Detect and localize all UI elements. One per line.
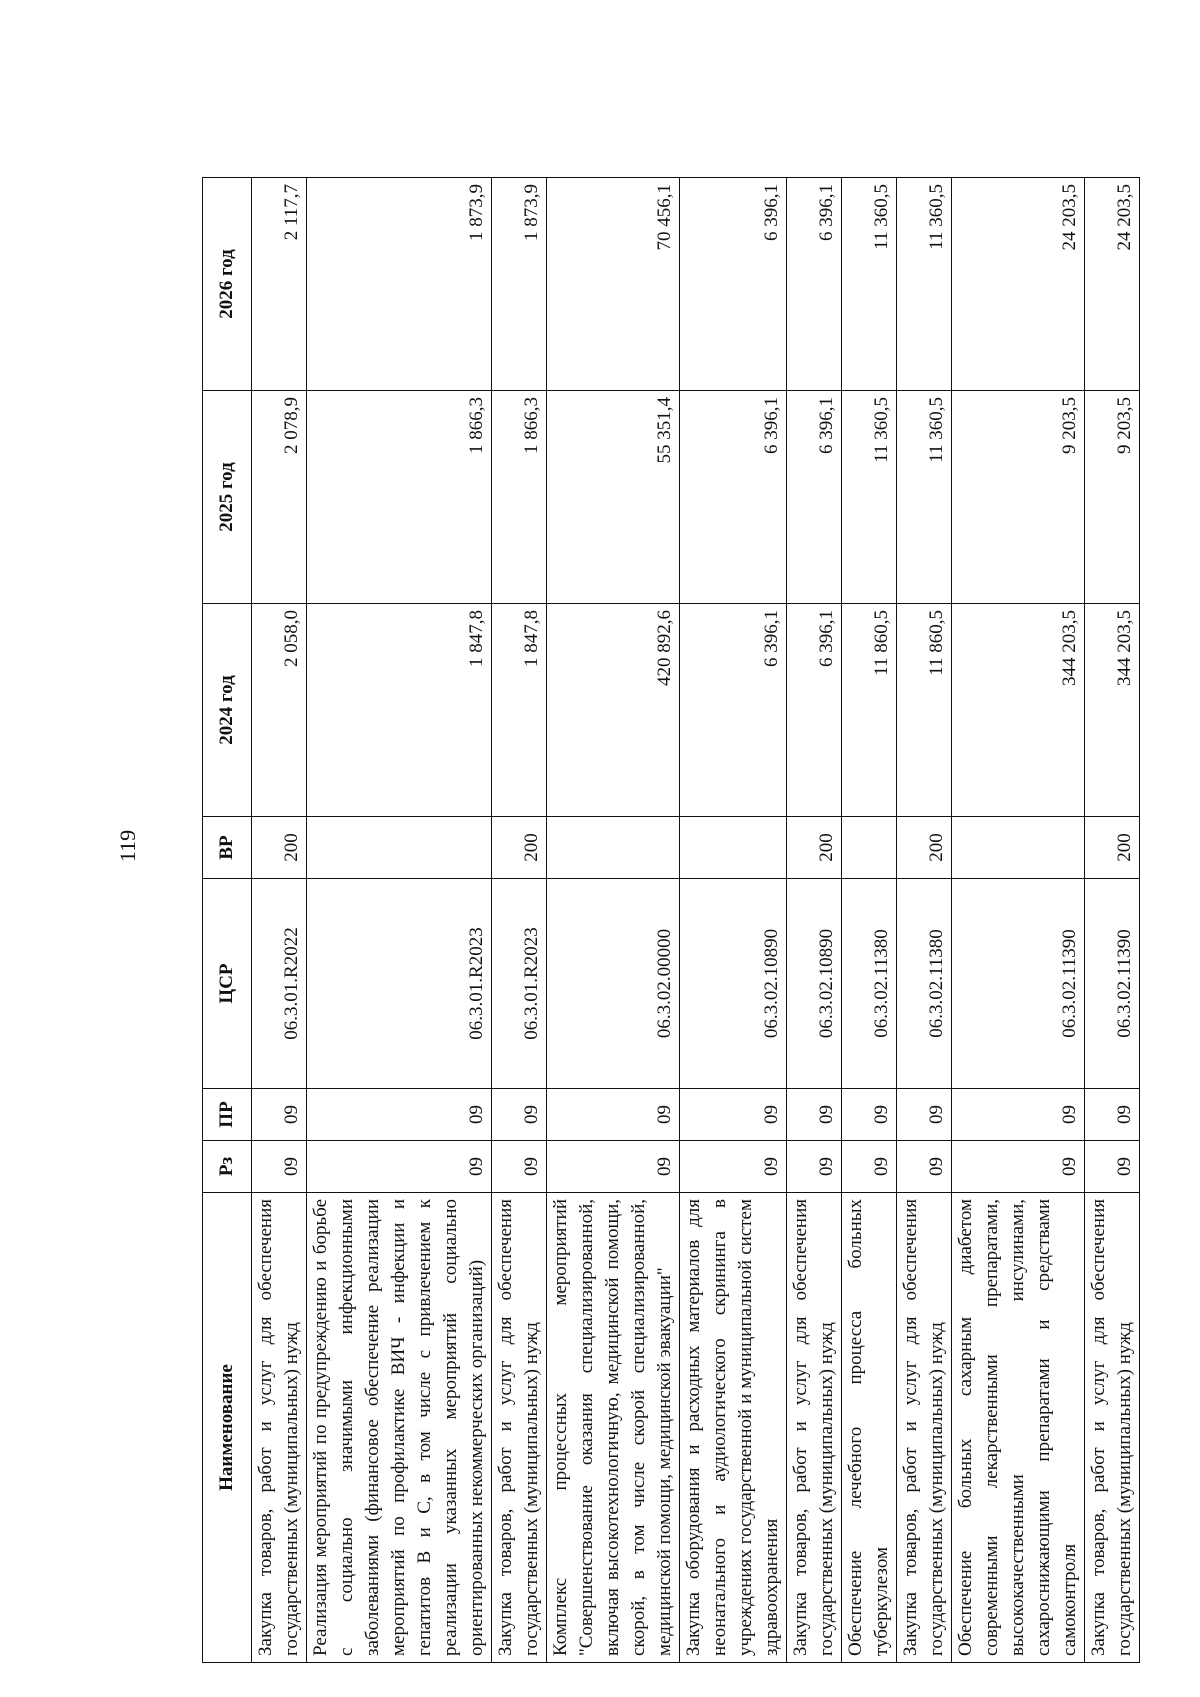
row-vr [952, 817, 1085, 879]
row-csr: 06.3.01.R2023 [492, 879, 547, 1089]
header-rz: Рз [203, 1141, 252, 1193]
row-rz: 09 [547, 1141, 680, 1193]
row-2025: 11 360,5 [842, 391, 897, 604]
row-pr: 09 [787, 1089, 842, 1141]
row-name: Закупка товаров, работ и услуг для обеспечения государственных (муниципальных) нужд [787, 1193, 842, 1663]
header-vr: ВР [203, 817, 252, 879]
row-vr [842, 817, 897, 879]
row-vr: 200 [252, 817, 307, 879]
row-2026: 1 873,9 [492, 178, 547, 391]
row-2025: 55 351,4 [547, 391, 680, 604]
row-rz: 09 [252, 1141, 307, 1193]
row-2024: 11 860,5 [842, 604, 897, 817]
row-2024: 344 203,5 [952, 604, 1085, 817]
row-2026: 11 360,5 [842, 178, 897, 391]
row-2024: 344 203,5 [1085, 604, 1140, 817]
row-pr: 09 [307, 1089, 492, 1141]
table-row [680, 178, 787, 1663]
row-2024: 1 847,8 [492, 604, 547, 817]
table-row [252, 178, 307, 1663]
row-csr: 06.3.02.10890 [787, 879, 842, 1089]
row-pr: 09 [842, 1089, 897, 1141]
row-2026: 1 873,9 [307, 178, 492, 391]
row-csr: 06.3.02.11390 [952, 879, 1085, 1089]
row-vr [680, 817, 787, 879]
row-rz: 09 [1085, 1141, 1140, 1193]
row-2024: 6 396,1 [787, 604, 842, 817]
budget-table [202, 177, 1140, 1663]
row-name: Обеспечение лечебного процесса больных туберкулезом [842, 1193, 897, 1663]
row-rz: 09 [787, 1141, 842, 1193]
row-csr: 06.3.01.R2022 [252, 879, 307, 1089]
row-2025: 6 396,1 [680, 391, 787, 604]
header-2026: 2026 год [203, 178, 252, 391]
row-pr: 09 [897, 1089, 952, 1141]
table-row [307, 178, 492, 1663]
row-vr: 200 [897, 817, 952, 879]
row-csr: 06.3.02.11380 [897, 879, 952, 1089]
budget-table-container [202, 178, 1135, 1663]
row-csr: 06.3.02.00000 [547, 879, 680, 1089]
row-csr: 06.3.02.11380 [842, 879, 897, 1089]
row-2025: 6 396,1 [787, 391, 842, 604]
row-2024: 2 058,0 [252, 604, 307, 817]
header-csr: ЦСР [203, 879, 252, 1089]
row-2024: 1 847,8 [307, 604, 492, 817]
page-number: 119 [115, 829, 140, 863]
row-vr: 200 [1085, 817, 1140, 879]
table-row [787, 178, 842, 1663]
row-2024: 420 892,6 [547, 604, 680, 817]
row-name: Обеспечение больных сахарным диабетом современными лекарственными препаратами, высококачественными инсулинами, сахароснижающими препаратами и средствами самоконтроля [952, 1193, 1085, 1663]
row-csr: 06.3.02.11390 [1085, 879, 1140, 1089]
header-pr: ПР [203, 1089, 252, 1141]
row-2025: 1 866,3 [307, 391, 492, 604]
row-2024: 11 860,5 [897, 604, 952, 817]
row-rz: 09 [307, 1141, 492, 1193]
table-row [952, 178, 1085, 1663]
table-row [1085, 178, 1140, 1663]
table-row [492, 178, 547, 1663]
row-2026: 2 117,7 [252, 178, 307, 391]
row-2026: 11 360,5 [897, 178, 952, 391]
row-pr: 09 [680, 1089, 787, 1141]
row-pr: 09 [492, 1089, 547, 1141]
row-2025: 9 203,5 [1085, 391, 1140, 604]
row-2025: 2 078,9 [252, 391, 307, 604]
row-name: Закупка товаров, работ и услуг для обеспечения государственных (муниципальных) нужд [1085, 1193, 1140, 1663]
row-pr: 09 [547, 1089, 680, 1141]
row-2026: 6 396,1 [680, 178, 787, 391]
row-2026: 70 456,1 [547, 178, 680, 391]
row-name: Реализация мероприятий по предупреждению и борьбе с социально значимыми инфекционными заболеваниями (финансовое обеспечение реализации мероприятий по профилактике ВИЧ - инфекции и гепатитов В и С, в том числе с привлечением к реализации указанных мероприятий социально ориентированных некоммерческих организаций) [307, 1193, 492, 1663]
row-name: Закупка товаров, работ и услуг для обеспечения государственных (муниципальных) нужд [252, 1193, 307, 1663]
row-rz: 09 [492, 1141, 547, 1193]
header-2025: 2025 год [203, 391, 252, 604]
row-rz: 09 [952, 1141, 1085, 1193]
row-pr: 09 [952, 1089, 1085, 1141]
header-2024: 2024 год [203, 604, 252, 817]
row-2025: 1 866,3 [492, 391, 547, 604]
row-name: Закупка оборудования и расходных материалов для неонатального и аудиологического скрининга в учреждениях государственной и муниципальной систем здравоохранения [680, 1193, 787, 1663]
row-vr: 200 [492, 817, 547, 879]
row-2026: 24 203,5 [952, 178, 1085, 391]
row-rz: 09 [897, 1141, 952, 1193]
row-name: Комплекс процессных мероприятий "Совершенствование оказания специализированной, включая высокотехнологичную, медицинской помощи, скорой, в том числе скорой специализированной, медицинской помощи, медицинской эвакуации" [547, 1193, 680, 1663]
row-name: Закупка товаров, работ и услуг для обеспечения государственных (муниципальных) нужд [897, 1193, 952, 1663]
row-2024: 6 396,1 [680, 604, 787, 817]
row-2025: 9 203,5 [952, 391, 1085, 604]
row-rz: 09 [842, 1141, 897, 1193]
row-vr [307, 817, 492, 879]
row-2026: 6 396,1 [787, 178, 842, 391]
row-vr: 200 [787, 817, 842, 879]
row-pr: 09 [252, 1089, 307, 1141]
row-pr: 09 [1085, 1089, 1140, 1141]
header-name: Наименование [203, 1193, 252, 1663]
table-row [842, 178, 897, 1663]
row-name: Закупка товаров, работ и услуг для обеспечения государственных (муниципальных) нужд [492, 1193, 547, 1663]
table-header-row [203, 178, 252, 1663]
row-2026: 24 203,5 [1085, 178, 1140, 391]
row-rz: 09 [680, 1141, 787, 1193]
row-2025: 11 360,5 [897, 391, 952, 604]
row-csr: 06.3.01.R2023 [307, 879, 492, 1089]
table-row [897, 178, 952, 1663]
row-csr: 06.3.02.10890 [680, 879, 787, 1089]
row-vr [547, 817, 680, 879]
table-row [547, 178, 680, 1663]
